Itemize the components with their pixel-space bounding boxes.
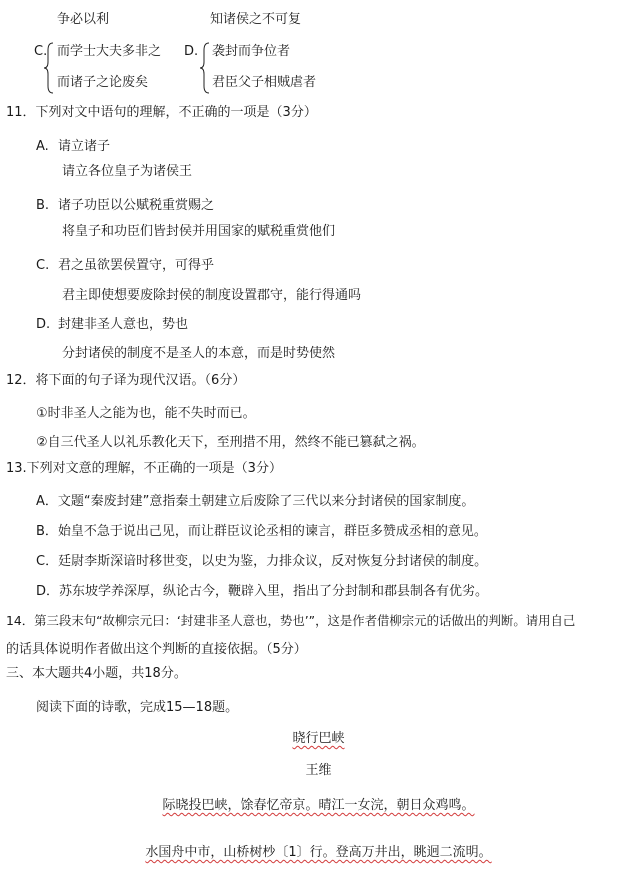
option-c-line1: 而学士大夫多非之 xyxy=(57,44,162,59)
q14-line-2: 的话具体说明作者做出这个判断的直接依据。（5分） xyxy=(6,642,307,657)
q11-option-c-sentence: 君之虽欲罢侯置守，可得乎 xyxy=(58,258,215,273)
option-c-brace xyxy=(44,42,54,94)
q11-option-b-meaning: 将皇子和功臣们皆封侯并用国家的赋税重赏他们 xyxy=(62,224,336,239)
q11-option-d-meaning: 分封诸侯的制度不是圣人的本意，而是时势使然 xyxy=(62,346,336,361)
poem-title-text: 晓行巴峡 xyxy=(292,731,345,746)
q11-stem: 11．下列对文中语句的理解，不正确的一项是（3分） xyxy=(6,105,317,120)
q11-option-a-sentence: 请立诸子 xyxy=(58,139,111,154)
q11-option-c-meaning: 君主即使想要废除封侯的制度设置郡守，能行得通吗 xyxy=(62,288,362,303)
q11-option-d-label: D. xyxy=(36,317,51,332)
section-3-heading: 三、本大题共4小题，共18分。 xyxy=(6,666,187,681)
poem-line-2 xyxy=(0,845,637,861)
poem-author: 王维 xyxy=(305,763,332,778)
q13-option-b: B．始皇不急于说出己见，而让群臣议论丞相的谏言，群臣多赞成丞相的意见。 xyxy=(36,524,487,539)
q13-option-d: D．苏东坡学养深厚，纵论古今，鞭辟入里，指出了分封制和郡县制各有优劣。 xyxy=(36,584,489,599)
option-d-label: D. xyxy=(184,44,199,59)
poem-line-1 xyxy=(0,798,637,814)
q12-stem: 12．将下面的句子译为现代汉语。（6分） xyxy=(6,373,246,388)
q13-stem: 13.下列对文意的理解，不正确的一项是（3分） xyxy=(6,461,282,476)
q14-line-1: 14．第三段末句“故柳宗元曰：‘封建非圣人意也，势也’”，这是作者借柳宗元的话做出的判断。请用自己 xyxy=(6,613,576,628)
q11-option-d-sentence: 封建非圣人意也，势也 xyxy=(58,317,189,332)
option-d-line2: 君臣父子相贼虐者 xyxy=(212,75,317,90)
prev-fragment-right: 知诸侯之不可复 xyxy=(210,12,302,27)
q12-item-2: ②自三代圣人以礼乐教化天下，至刑措不用，然终不能已篡弑之祸。 xyxy=(36,435,425,450)
poem-line-1-text: 际晓投巴峡，馀春忆帝京。晴江一女浣，朝日众鸡鸣。 xyxy=(162,798,475,813)
option-d-brace xyxy=(200,42,210,94)
q11-option-b-label: B. xyxy=(36,198,50,213)
prev-fragment-left: 争必以利 xyxy=(57,12,110,27)
option-d-line1: 袭封而争位者 xyxy=(212,44,291,59)
option-c-label: C. xyxy=(34,44,48,59)
section-3-instruction: 阅读下面的诗歌，完成15—18题。 xyxy=(36,700,239,715)
q13-option-a: A．文题“秦废封建”意指秦土朝建立后废除了三代以来分封诸侯的国家制度。 xyxy=(36,494,475,509)
q11-option-b-sentence: 诸子功臣以公赋税重赏赐之 xyxy=(58,198,215,213)
poem-line-2-text: 水国舟中市，山桥树杪〔1〕行。登高万井出，眺迥二流明。 xyxy=(145,845,492,860)
q11-option-a-label: A. xyxy=(36,139,49,154)
poem-title xyxy=(0,731,637,747)
q11-option-c-label: C. xyxy=(36,258,50,273)
q12-item-1: ①时非圣人之能为也，能不失时而已。 xyxy=(36,406,256,421)
option-c-line2: 而诸子之论废矣 xyxy=(57,75,149,90)
q13-option-c: C．廷尉李斯深谙时移世变，以史为鉴，力排众议，反对恢复分封诸侯的制度。 xyxy=(36,554,488,569)
q11-option-a-meaning: 请立各位皇子为诸侯王 xyxy=(62,164,193,179)
